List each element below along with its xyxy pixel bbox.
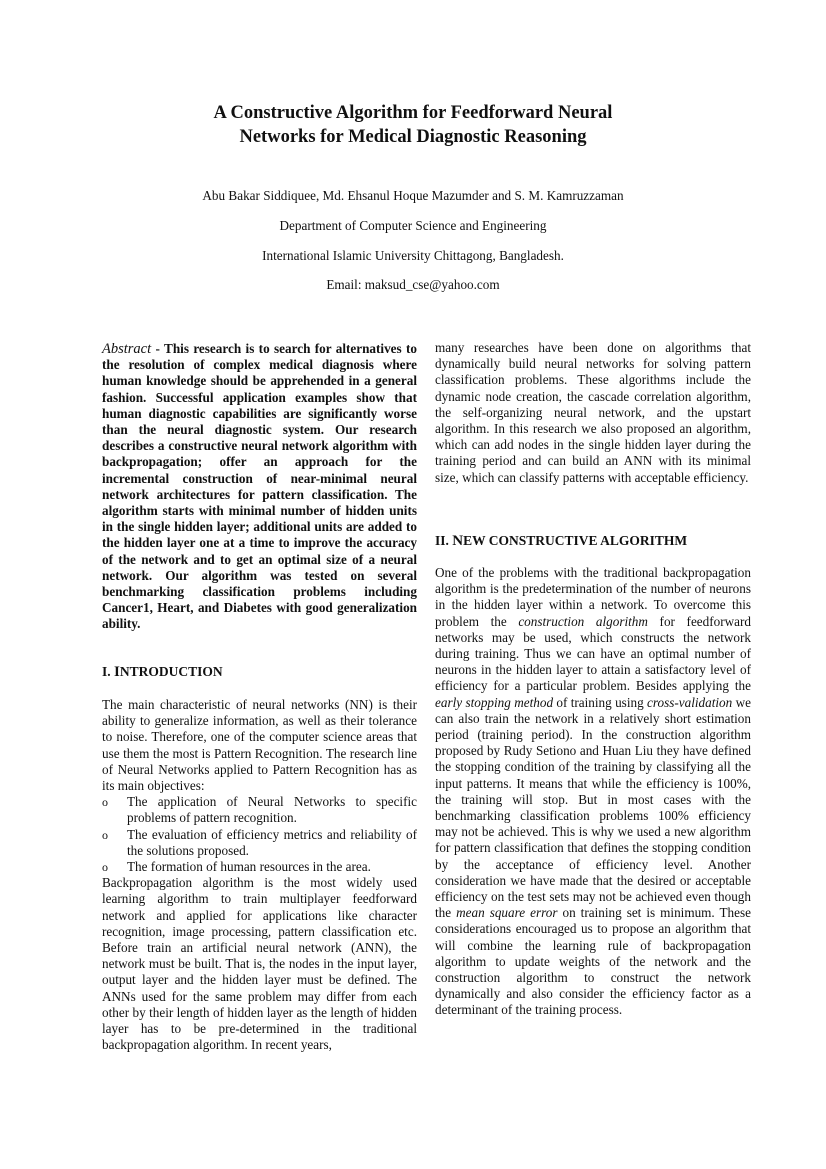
title-line-2: Networks for Medical Diagnostic Reasoning [239, 127, 587, 147]
text-run: on training set is minimum. These considerations encouraged us to propose an algorithm that will combine the learning rule of backpropagation algorithm to update weights of the network and the construction algorithm to construct the network dynamically and also consider the efficiency factor as a determinant of the training process. [435, 905, 751, 1018]
section2-body [435, 565, 751, 1019]
section-number: II. [435, 533, 453, 548]
emphasis-cross-validation: cross-validation [647, 694, 733, 710]
intro-paragraph-1: The main characteristic of neural networks (NN) is their ability to generalize information, as well as their tolerance to noise. Therefore, one of the computer science areas that use them the most is Pattern Recognition. The research line of Neural Networks applied to Pattern Recognition has as its main objectives: [102, 697, 417, 794]
abstract [102, 341, 417, 633]
section-heading-introduction [102, 664, 223, 681]
department: Department of Computer Science and Engineering [279, 218, 547, 233]
intro-paragraph-3: many researches have been done on algorithms that dynamically build neural networks for solving pattern classification problems. These algorithms include the dynamic node creation, the cascade correlation algorithm, the self-organizing neural network, and the upstart algorithm. In this research we also proposed an algorithm, which can add nodes in the single hidden layer during the training period and can build an ANN with its minimal size, which can classify patterns with acceptable efficiency. [435, 340, 751, 485]
paper-title [0, 101, 826, 149]
list-item [102, 794, 417, 826]
section-title-rest: NTRODUCTION [119, 664, 223, 679]
bullet-mark: o [102, 795, 108, 810]
section-title-rest: EW CONSTRUCTIVE ALGORITHM [463, 533, 688, 548]
bullet-mark: o [102, 827, 108, 842]
text-run: of training using [553, 694, 648, 710]
intro-continued [435, 340, 751, 486]
list-item [102, 827, 417, 859]
emphasis-construction-algorithm: construction algorithm [518, 613, 648, 629]
emphasis-mean-square-error: mean square error [456, 905, 558, 921]
abstract-text: This research is to search for alternatives to the resolution of complex medical diagnosis where human knowledge should be apprehended in a general fashion. Successful application examples show that human diagnostic capabilities are significantly worse than the neural diagnostic system. Our research describes a constructive neural network algorithm with backpropagation; offer an approach for the incremental construction of near-minimal neural network architectures for pattern classification. The algorithm starts with minimal number of hidden units in the single hidden layer; additional units are added to the hidden layer one at a time to improve the accuracy of the network and to get an optimal size of a neural network. Our algorithm was tested on several benchmarking classification problems including Cancer1, Heart, and Diabetes with good generalization ability. [102, 341, 418, 632]
section-number: I. [102, 664, 115, 679]
text-run: One of the problems with the traditional backpropagation algorithm is the predetermination of the number of neurons in the hidden layer within a network. To overcome this problem the [435, 565, 751, 629]
section-heading-new-constructive-algorithm [435, 533, 687, 550]
email: Email: maksud_cse@yahoo.com [326, 277, 500, 292]
list-item-text: The application of Neural Networks to specific problems of pattern recognition. [127, 794, 417, 826]
abstract-label: Abstract [102, 341, 152, 357]
text-run: for feedforward networks may be used, which constructs the network during training. Thus we can have an optimal number of neurons in the hidden layer to attain a satisfactory level of efficiency for a particular problem. Besides applying the [435, 613, 751, 694]
list-item-text: The evaluation of efficiency metrics and reliability of the solutions proposed. [127, 826, 417, 858]
abstract-dash: - [151, 341, 165, 356]
objectives-list [102, 794, 417, 875]
section2-paragraph [435, 565, 751, 1019]
section-initial: I [114, 664, 120, 680]
section-initial: N [452, 533, 464, 549]
text-run: we can also train the network in a relatively short estimation period (training period). In the construction algorithm proposed by Rudy Setiono and Huan Liu they have defined the stopping condition of the training by classifying all the input patterns. It means that while the efficiency is 100%, the training will stop. But in most cases with the benchmarking classification problems 100% efficiency may not be achieved. This is why we used a new algorithm for pattern classification that defines the stopping condition by the acceptance of efficiency level. Another consideration we have made that the desired or acceptable efficiency on the test sets may not be achieved even though the [435, 694, 751, 921]
list-item [102, 859, 417, 875]
title-line-1: A Constructive Algorithm for Feedforward Neural [213, 103, 613, 123]
intro-body [102, 697, 417, 1053]
university: International Islamic University Chittagong, Bangladesh. [262, 248, 564, 263]
bullet-mark: o [102, 860, 108, 875]
authors: Abu Bakar Siddiquee, Md. Ehsanul Hoque Mazumder and S. M. Kamruzzaman [202, 188, 624, 203]
intro-paragraph-2: Backpropagation algorithm is the most widely used learning algorithm to train multiplayer feedforward network and applied for applications like character recognition, image processing, pattern classification etc. Before train an artificial neural network (ANN), the network must be built. That is, the nodes in the input layer, output layer and the hidden layer must be defined. The ANNs used for the same problem may differ from each other by their length of hidden layer as the length of hidden layer has to be pre-determined in the traditional backpropagation algorithm. In recent years, [102, 875, 417, 1053]
list-item-text: The formation of human resources in the area. [127, 859, 371, 875]
emphasis-early-stopping: early stopping method [435, 694, 554, 710]
